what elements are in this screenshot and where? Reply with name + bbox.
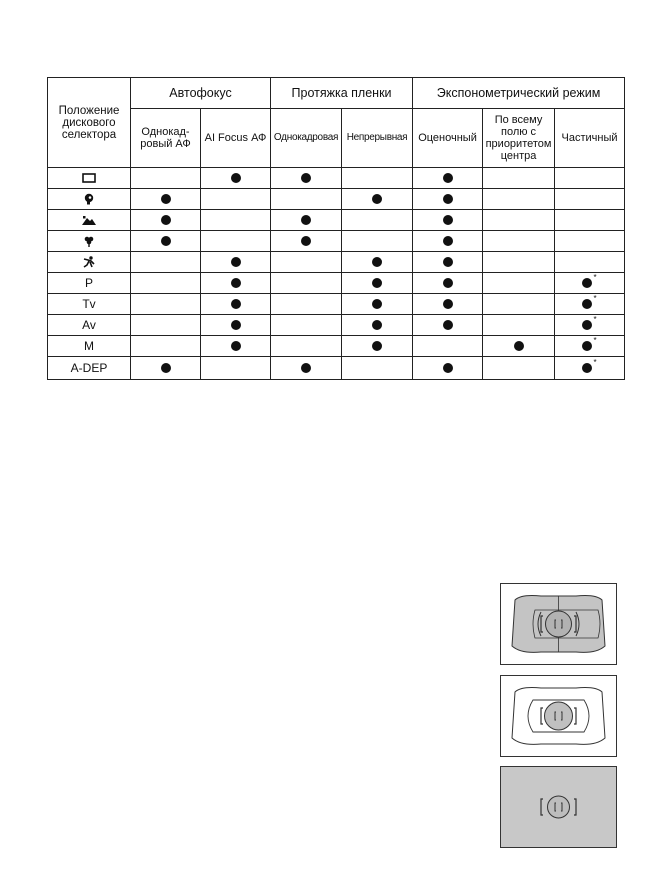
dot [301,173,311,183]
dot [443,299,453,309]
dot [161,363,171,373]
mode-label: A-DEP [48,357,131,380]
dot [231,278,241,288]
col-continuous: Непрерывная [342,109,413,168]
dot [443,173,453,183]
dot [443,320,453,330]
dot [301,215,311,225]
asterisk: * [593,358,597,367]
table-row [48,231,625,252]
dot [443,278,453,288]
mode-label: M [48,336,131,357]
dot [582,320,592,330]
close-up-flower-icon [48,231,131,252]
mode-label: Tv [48,294,131,315]
af-group-header: Автофокус [131,78,271,109]
position-header: Положение дискового селектора [48,78,131,168]
landscape-icon [48,210,131,231]
dot [443,257,453,267]
dot [301,236,311,246]
table-row [48,189,625,210]
table-row [48,252,625,273]
partial-metering-diagram [500,766,617,848]
dot [443,363,453,373]
col-evaluative: Оценочный [413,109,483,168]
dot [443,236,453,246]
col-one-shot: Однокад-ровый АФ [131,109,201,168]
dot [372,257,382,267]
dot [582,299,592,309]
dot [443,215,453,225]
col-partial: Частичный [555,109,625,168]
drive-group-header: Протяжка пленки [271,78,413,109]
dot [372,278,382,288]
dot [231,299,241,309]
table-row [48,210,625,231]
col-single: Однокадровая [271,109,342,168]
full-auto-rectangle-icon [48,168,131,189]
sports-runner-icon [48,252,131,273]
shooting-mode-table [47,77,625,380]
table-row [48,273,625,294]
evaluative-metering-diagram [500,583,617,665]
dot [161,215,171,225]
dot [372,299,382,309]
dot [161,236,171,246]
dot [231,173,241,183]
center-weighted-metering-diagram [500,675,617,757]
dot [582,278,592,288]
table-row [48,315,625,336]
table-row [48,168,625,189]
asterisk: * [593,273,597,282]
dot [231,257,241,267]
dot [443,194,453,204]
dot [582,341,592,351]
dot [514,341,524,351]
dot [372,341,382,351]
asterisk: * [593,315,597,324]
portrait-icon [48,189,131,210]
table-row [48,294,625,315]
dot [372,320,382,330]
asterisk: * [593,336,597,345]
asterisk: * [593,294,597,303]
dot [161,194,171,204]
col-center-weighted: По всему полю с приоритетом центра [483,109,555,168]
mode-label: P [48,273,131,294]
dot [301,363,311,373]
mode-label: Av [48,315,131,336]
table-row [48,336,625,357]
metering-group-header: Экспонометрический режим [413,78,625,109]
dot [231,341,241,351]
dot [582,363,592,373]
table-row [48,357,625,380]
dot [231,320,241,330]
dot [372,194,382,204]
col-ai-focus: AI Focus АФ [201,109,271,168]
